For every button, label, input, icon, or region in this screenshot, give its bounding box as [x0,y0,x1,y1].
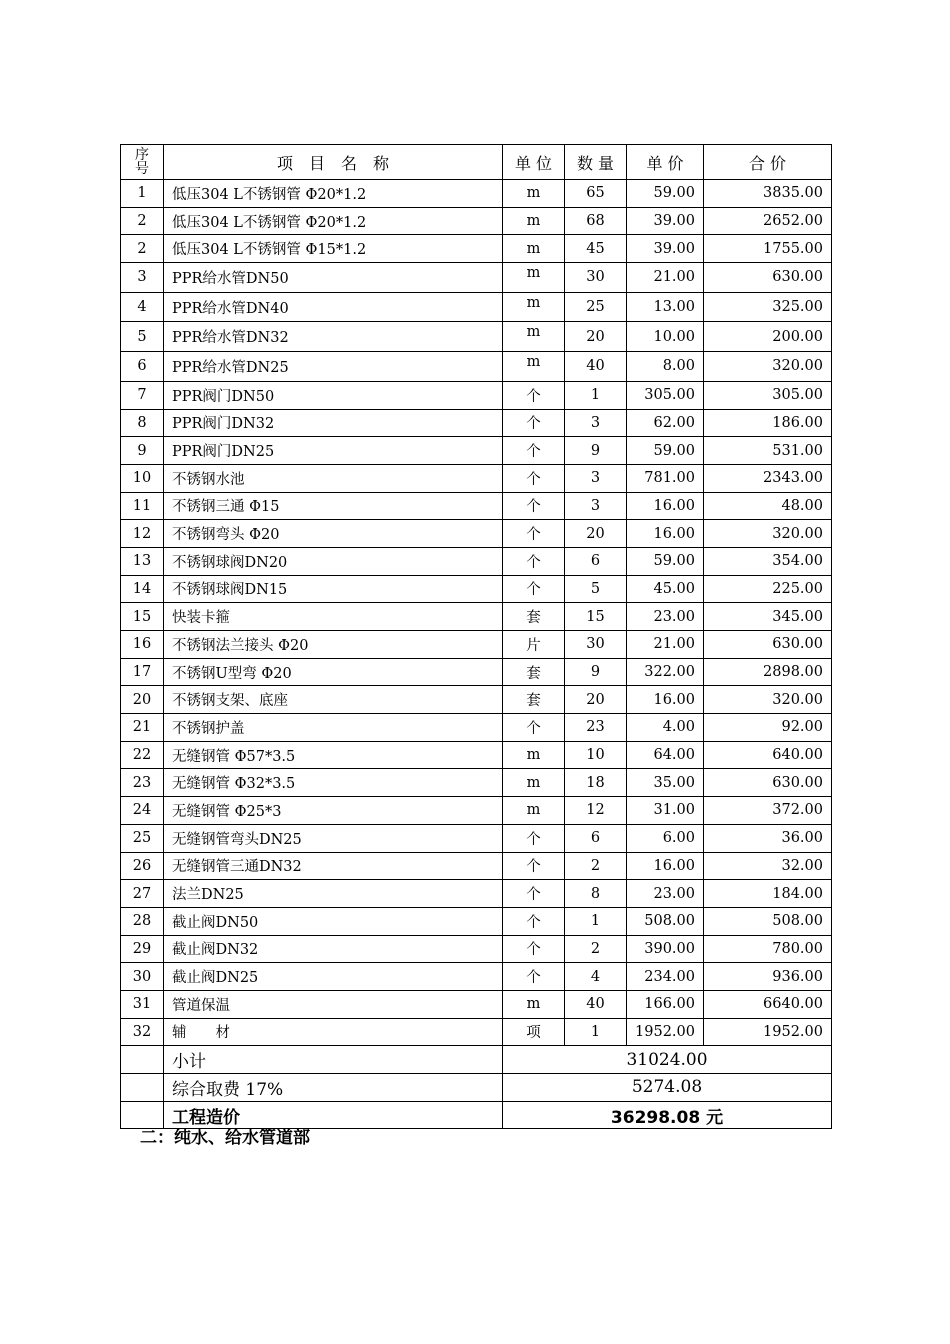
row-unit: 个 [503,409,565,437]
row-qty: 15 [565,603,627,631]
grand-total-label: 工程造价 [164,1101,503,1129]
row-unit: m [503,263,565,293]
row-unit: 套 [503,658,565,686]
row-total: 325.00 [704,292,832,322]
table-row [121,409,832,437]
row-name: 不锈钢球阀DN20 [164,547,503,575]
row-total: 6640.00 [704,990,832,1018]
row-no: 27 [121,880,164,908]
row-total: 48.00 [704,492,832,520]
row-name: 不锈钢法兰接头 Φ20 [164,631,503,659]
row-total: 200.00 [704,322,832,352]
row-total: 354.00 [704,547,832,575]
row-name: 无缝钢管 Φ25*3 [164,797,503,825]
row-unit: 套 [503,686,565,714]
row-name: 不锈钢U型弯 Φ20 [164,658,503,686]
row-name: PPR阀门DN32 [164,409,503,437]
row-no: 24 [121,797,164,825]
row-price: 10.00 [627,322,704,352]
row-qty: 20 [565,686,627,714]
row-total: 320.00 [704,520,832,548]
table-row [121,658,832,686]
subtotal-row [121,1046,832,1074]
subtotal-blank [121,1046,164,1074]
row-qty: 5 [565,575,627,603]
row-no: 20 [121,686,164,714]
table-row [121,1018,832,1046]
row-price: 16.00 [627,492,704,520]
row-qty: 40 [565,990,627,1018]
row-total: 531.00 [704,437,832,465]
row-price: 39.00 [627,207,704,235]
table-row [121,907,832,935]
row-qty: 68 [565,207,627,235]
row-unit: m [503,990,565,1018]
section-title: 二：纯水、给水管道部 [140,1128,310,1148]
row-unit: m [503,797,565,825]
row-price: 35.00 [627,769,704,797]
row-unit: m [503,769,565,797]
grand-total-value: 36298.08 元 [503,1101,832,1129]
row-unit: 个 [503,520,565,548]
row-total: 1952.00 [704,1018,832,1046]
row-price: 508.00 [627,907,704,935]
row-price: 59.00 [627,437,704,465]
table-row [121,603,832,631]
row-total: 186.00 [704,409,832,437]
row-qty: 1 [565,1018,627,1046]
row-no: 29 [121,935,164,963]
row-total: 36.00 [704,824,832,852]
row-name: 不锈钢水池 [164,464,503,492]
row-name: 无缝钢管 Φ32*3.5 [164,769,503,797]
row-name: 无缝钢管弯头DN25 [164,824,503,852]
row-no: 25 [121,824,164,852]
row-total: 320.00 [704,352,832,382]
row-no: 13 [121,547,164,575]
row-no: 21 [121,714,164,742]
row-no: 23 [121,769,164,797]
row-price: 16.00 [627,686,704,714]
row-total: 225.00 [704,575,832,603]
row-name: PPR给水管DN50 [164,263,503,293]
table-row [121,990,832,1018]
row-unit: 个 [503,907,565,935]
row-unit: 个 [503,852,565,880]
row-no: 17 [121,658,164,686]
table-row [121,437,832,465]
row-qty: 6 [565,824,627,852]
table-row [121,352,832,382]
row-name: 截止阀DN32 [164,935,503,963]
row-unit: m [503,180,565,208]
row-unit: m [503,235,565,263]
row-qty: 6 [565,547,627,575]
row-price: 59.00 [627,180,704,208]
row-price: 31.00 [627,797,704,825]
row-price: 4.00 [627,714,704,742]
row-no: 5 [121,322,164,352]
row-qty: 20 [565,322,627,352]
table-row [121,769,832,797]
row-total: 630.00 [704,263,832,293]
row-name: 不锈钢护盖 [164,714,503,742]
row-name: 不锈钢支架、底座 [164,686,503,714]
row-no: 10 [121,464,164,492]
row-qty: 40 [565,352,627,382]
row-no: 9 [121,437,164,465]
row-qty: 30 [565,263,627,293]
header-seq-bottom: 号 [135,161,149,177]
row-qty: 25 [565,292,627,322]
row-price: 23.00 [627,880,704,908]
row-unit: m [503,741,565,769]
row-name: 管道保温 [164,990,503,1018]
row-no: 2 [121,207,164,235]
subtotal-label: 小计 [164,1046,503,1074]
row-total: 345.00 [704,603,832,631]
row-unit: 项 [503,1018,565,1046]
table-row [121,686,832,714]
row-price: 6.00 [627,824,704,852]
row-total: 1755.00 [704,235,832,263]
row-unit: 个 [503,714,565,742]
row-price: 39.00 [627,235,704,263]
row-qty: 3 [565,409,627,437]
row-unit: 个 [503,547,565,575]
row-unit: 个 [503,464,565,492]
row-total: 305.00 [704,381,832,409]
table-header-row [121,145,832,180]
row-price: 21.00 [627,631,704,659]
row-qty: 9 [565,437,627,465]
row-price: 1952.00 [627,1018,704,1046]
row-total: 2652.00 [704,207,832,235]
row-price: 45.00 [627,575,704,603]
header-total: 合 价 [704,145,832,180]
row-name: PPR给水管DN25 [164,352,503,382]
row-no: 12 [121,520,164,548]
table-row [121,235,832,263]
table-row [121,575,832,603]
header-qty: 数 量 [565,145,627,180]
row-price: 234.00 [627,963,704,991]
table-row [121,464,832,492]
header-name: 项 目 名 称 [164,145,503,180]
row-name: 截止阀DN50 [164,907,503,935]
row-total: 3835.00 [704,180,832,208]
row-total: 640.00 [704,741,832,769]
row-total: 184.00 [704,880,832,908]
row-qty: 2 [565,935,627,963]
table-row [121,852,832,880]
row-price: 13.00 [627,292,704,322]
row-name: 截止阀DN25 [164,963,503,991]
row-no: 22 [121,741,164,769]
table-row [121,714,832,742]
row-no: 11 [121,492,164,520]
row-qty: 8 [565,880,627,908]
row-qty: 18 [565,769,627,797]
row-no: 7 [121,381,164,409]
table-row [121,292,832,322]
row-price: 64.00 [627,741,704,769]
subtotal-value: 31024.00 [503,1046,832,1074]
row-qty: 20 [565,520,627,548]
row-name: 低压304 L不锈钢管 Φ20*1.2 [164,207,503,235]
row-total: 92.00 [704,714,832,742]
row-qty: 45 [565,235,627,263]
header-unit: 单 位 [503,145,565,180]
row-total: 508.00 [704,907,832,935]
row-unit: 套 [503,603,565,631]
row-no: 4 [121,292,164,322]
row-qty: 23 [565,714,627,742]
row-name: PPR给水管DN32 [164,322,503,352]
row-no: 14 [121,575,164,603]
row-price: 781.00 [627,464,704,492]
row-total: 780.00 [704,935,832,963]
row-name: 无缝钢管三通DN32 [164,852,503,880]
table-row [121,263,832,293]
row-qty: 1 [565,381,627,409]
table-row [121,935,832,963]
row-qty: 9 [565,658,627,686]
table-row [121,492,832,520]
row-total: 2898.00 [704,658,832,686]
table-row [121,880,832,908]
row-total: 372.00 [704,797,832,825]
row-no: 1 [121,180,164,208]
row-name: 法兰DN25 [164,880,503,908]
row-no: 16 [121,631,164,659]
row-unit: m [503,207,565,235]
row-qty: 10 [565,741,627,769]
row-no: 31 [121,990,164,1018]
row-name: 快装卡箍 [164,603,503,631]
row-price: 390.00 [627,935,704,963]
row-unit: 个 [503,963,565,991]
row-unit: 个 [503,437,565,465]
row-unit: 个 [503,824,565,852]
table-row [121,381,832,409]
row-name: 不锈钢弯头 Φ20 [164,520,503,548]
row-no: 15 [121,603,164,631]
row-no: 32 [121,1018,164,1046]
row-qty: 2 [565,852,627,880]
row-unit: 个 [503,575,565,603]
row-qty: 1 [565,907,627,935]
row-qty: 65 [565,180,627,208]
row-total: 32.00 [704,852,832,880]
row-name: 辅 材 [164,1018,503,1046]
table-row [121,520,832,548]
row-unit: 个 [503,935,565,963]
table-row [121,797,832,825]
row-total: 630.00 [704,769,832,797]
header-seq [121,145,164,180]
row-no: 30 [121,963,164,991]
row-name: PPR阀门DN25 [164,437,503,465]
table-row [121,741,832,769]
row-no: 8 [121,409,164,437]
row-price: 305.00 [627,381,704,409]
row-unit: m [503,352,565,382]
row-unit: 个 [503,381,565,409]
row-no: 2 [121,235,164,263]
row-total: 936.00 [704,963,832,991]
row-price: 21.00 [627,263,704,293]
row-price: 62.00 [627,409,704,437]
table-row [121,824,832,852]
row-total: 2343.00 [704,464,832,492]
row-name: 不锈钢三通 Φ15 [164,492,503,520]
row-unit: 片 [503,631,565,659]
row-unit: 个 [503,492,565,520]
fee-row [121,1074,832,1102]
table-row [121,963,832,991]
row-price: 8.00 [627,352,704,382]
row-qty: 3 [565,492,627,520]
row-no: 26 [121,852,164,880]
row-name: 无缝钢管 Φ57*3.5 [164,741,503,769]
row-price: 23.00 [627,603,704,631]
row-no: 28 [121,907,164,935]
fee-label: 综合取费 17% [164,1074,503,1102]
row-price: 322.00 [627,658,704,686]
row-name: 低压304 L不锈钢管 Φ15*1.2 [164,235,503,263]
table-row [121,207,832,235]
row-name: 不锈钢球阀DN15 [164,575,503,603]
header-price: 单 价 [627,145,704,180]
row-unit: m [503,322,565,352]
table-row [121,322,832,352]
row-price: 166.00 [627,990,704,1018]
row-unit: m [503,292,565,322]
row-unit: 个 [503,880,565,908]
quotation-table [120,144,832,1129]
table-row [121,180,832,208]
fee-value: 5274.08 [503,1074,832,1102]
row-price: 59.00 [627,547,704,575]
table-row [121,631,832,659]
row-qty: 30 [565,631,627,659]
row-qty: 4 [565,963,627,991]
row-price: 16.00 [627,520,704,548]
row-price: 16.00 [627,852,704,880]
row-name: 低压304 L不锈钢管 Φ20*1.2 [164,180,503,208]
header-seq-top: 序 [135,147,149,163]
fee-blank [121,1074,164,1102]
table-row [121,547,832,575]
row-no: 6 [121,352,164,382]
row-name: PPR给水管DN40 [164,292,503,322]
row-total: 320.00 [704,686,832,714]
row-name: PPR阀门DN50 [164,381,503,409]
row-qty: 3 [565,464,627,492]
row-no: 3 [121,263,164,293]
row-qty: 12 [565,797,627,825]
row-total: 630.00 [704,631,832,659]
